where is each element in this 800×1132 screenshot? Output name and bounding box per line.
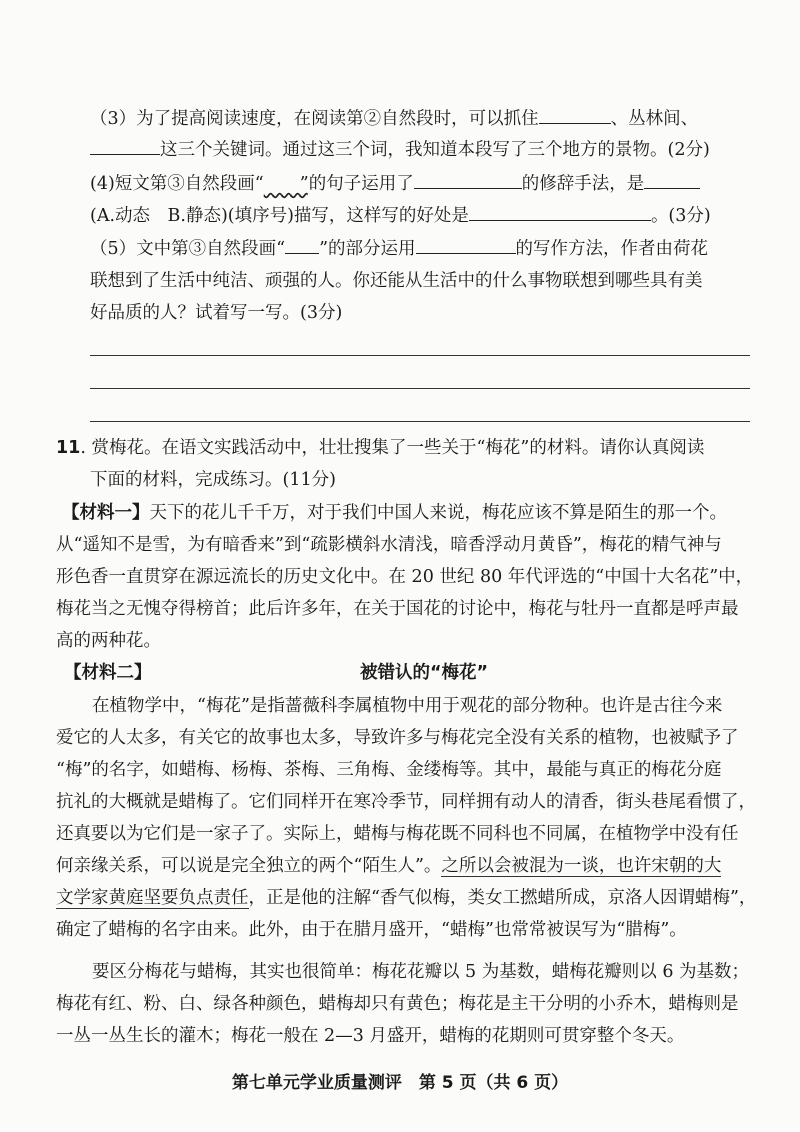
material1-label: 【材料一】 [62,503,150,523]
q11-line2: 下面的材料，完成练习。(11分) [90,470,336,490]
material1-line2: 从“遥知不是雪，为有暗香来”到“疏影横斜水清浅，暗香浮动月黄昏”，梅花的精气神与 [56,535,722,555]
material1-line4: 梅花当之无愧夺得榜首；此后许多年，在关于国花的讨论中，梅花与牡丹一直都是呼声最 [56,599,739,619]
material2-p1-line8: 确定了蜡梅的名字由来。此外，由于在腊月盛开，“蜡梅”也常常被误写为“腊梅”。 [56,920,687,940]
material1-line3: 形色香一直贯穿在源远流长的历史文化中。在 20 世纪 80 年代评选的“中国十大名花”中， [56,567,754,587]
answer-blank[interactable] [644,172,700,189]
material2-p1-line7: 文学家黄庭坚要负点责任，正是他的注解“香气似梅，类女工撚蜡所成，京洛人因谓蜡梅”， [56,888,757,908]
q5-line3: 好品质的人？试着写一写。(3分) [90,303,343,323]
material2-p1-line6: 何亲缘关系，可以说是完全独立的两个“陌生人”。之所以会被混为一谈，也许宋朝的大 [56,856,722,876]
material2-p1-line2: 爱它的人太多，有关它的故事也太多，导致许多与梅花完全没有关系的植物，也被赋予了 [56,728,739,748]
material1-line5: 高的两种花。 [56,631,161,651]
material2-p2-line1: 要区分梅花与蜡梅，其实也很简单：梅花花瓣以 5 为基数，蜡梅花瓣则以 6 为基数； [92,962,750,982]
answer-blank[interactable] [539,107,611,124]
page-footer: 第七单元学业质量测评 第 5 页（共 6 页） [231,1073,569,1093]
q3-line2: 这三个关键词。通过这三个词，我知道本段写了三个地方的景物。(2分) [90,138,710,162]
underlined-sentence: 之所以会被混为一谈，也许宋朝的大 [441,856,722,876]
material2-label: 【材料二】 [64,663,152,683]
question-number: 11 [56,438,81,458]
material2-p1-line4: 抗礼的大概就是蜡梅了。它们同样开在寒冷季节，同样拥有动人的清香，街头巷尾看惯了， [56,792,756,812]
q5-line1: （5）文中第③自然段画“ ”的部分运用 的写作方法，作者由荷花 [90,239,709,259]
answer-line[interactable] [90,388,750,389]
q4-line1: (4)短文第③自然段画“ ”的句子运用了 的修辞手法，是 [90,172,700,196]
material2-p2-line3: 一丛一丛生长的灌木；梅花一般在 2—3 月盛开，蜡梅的花期则可贯穿整个冬天。 [56,1026,685,1046]
material2-title: 被错认的“梅花” [360,663,489,683]
answer-line[interactable] [90,421,750,422]
material1-line1: 【材料一】天下的花儿千千万，对于我们中国人来说，梅花应该不算是陌生的那一个。 [62,503,727,523]
answer-blank[interactable] [90,138,160,155]
wavy-underline-mark [264,172,300,196]
underlined-sentence: 文学家黄庭坚要负点责任 [56,888,249,908]
q4-line2: (A.动态 B.静态)(填序号)描写，这样写的好处是 。(3分) [90,206,711,226]
material2-p1-line5: 还真要以为它们是一家子了。实际上，蜡梅与梅花既不同科也不同属，在植物学中没有任 [56,824,739,844]
answer-blank[interactable] [469,204,651,221]
straight-underline-mark [285,237,319,254]
q11-line1: 11. 赏梅花。在语文实践活动中，壮壮搜集了一些关于“梅花”的材料。请你认真阅读 [56,438,705,458]
material2-p1-line3: “梅”的名字，如蜡梅、杨梅、茶梅、三角梅、金缕梅等。其中，最能与真正的梅花分庭 [56,760,722,780]
material2-p2-line2: 梅花有红、粉、白、绿各种颜色，蜡梅却只有黄色；梅花是主干分明的小乔木，蜡梅则是 [56,994,739,1014]
q3-line1: （3）为了提高阅读速度，在阅读第②自然段时，可以抓住 、丛林间、 [90,109,699,129]
material2-p1-line1: 在植物学中，“梅花”是指蔷薇科李属植物中用于观花的部分物种。也许是古往今来 [92,696,723,716]
q5-line2: 联想到了生活中纯洁、顽强的人。你还能从生活中的什么事物联想到哪些具有美 [90,271,703,291]
answer-blank[interactable] [414,172,522,189]
answer-blank[interactable] [416,237,516,254]
answer-line[interactable] [90,355,750,356]
